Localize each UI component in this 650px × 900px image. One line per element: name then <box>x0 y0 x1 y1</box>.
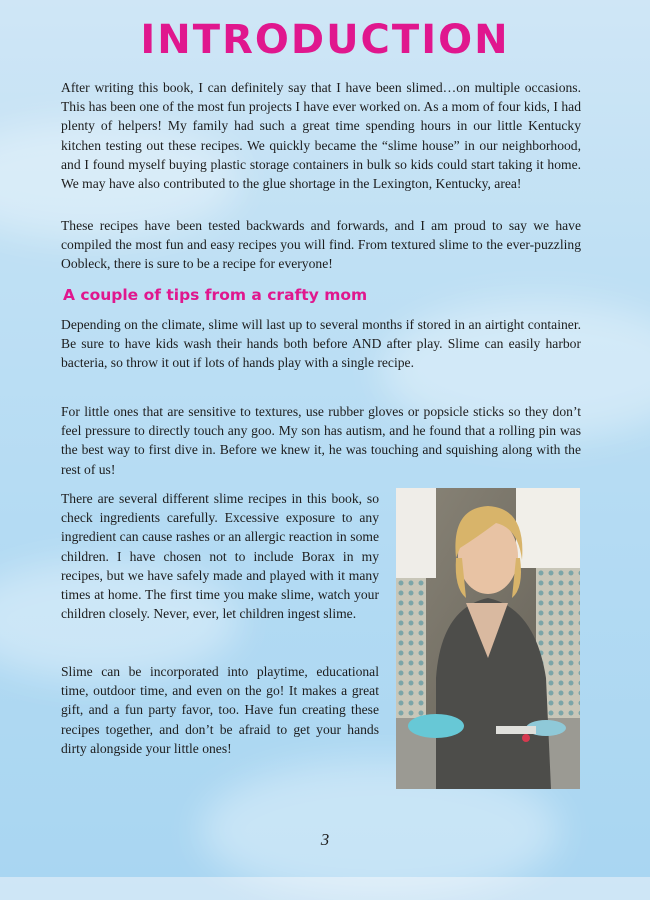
tips-paragraph-1: Depending on the climate, slime will last up to several months if stored in an airtight container. Be sure to have kids wash their hands both before AND after play. Slime can easily harbor bacteria, so throw it out if lots of hands play with a single recipe. <box>61 317 581 371</box>
page-number: 3 <box>320 830 330 849</box>
tips-paragraph-3: There are several different slime recipes in this book, so check ingredients carefully. Excessive exposure to any ingredient can cause rashes or an allergic reaction in some children. I have chosen not to include Borax in my recipes, but we have safely made and played with it many times at home. The first time you make slime, watch your children closely. Never, ever, let children ingest slime. <box>61 491 379 622</box>
author-photo <box>396 488 580 789</box>
intro-paragraph-1: After writing this book, I can definitely say that I have been slimed…on multiple occasions. This has been one of the most fun projects I have ever worked on. As a mom of four kids, I had plenty of helpers! My family had such a great time spending hours in our little Kentucky kitchen testing out these recipes. We quickly became the “slime house” in our neighborhood, and I found myself buying plastic storage containers in bulk so kids could start taking it home. We may have also contributed to the glue shortage in the Lexington, Kentucky, area! <box>61 80 581 192</box>
tips-paragraph-4: Slime can be incorporated into playtime, educational time, outdoor time, and even on the go! It makes a great gift, and a fun party favor, too. Have fun creating these recipes together, and don’t be afraid to get your hands dirty alongside your little ones! <box>61 664 379 756</box>
page-title: INTRODUCTION <box>140 17 510 63</box>
intro-paragraph-2: These recipes have been tested backwards and forwards, and I am proud to say we have compiled the most fun and easy recipes you will find. From textured slime to the ever-puzzling Oobleck, there is sure to be a recipe for everyone! <box>61 218 581 272</box>
section-subheading: A couple of tips from a crafty mom <box>63 286 368 304</box>
tips-paragraph-2: For little ones that are sensitive to textures, use rubber gloves or popsicle sticks so they don’t feel pressure to directly touch any goo. My son has autism, and he found that a rolling pin was the best way to first dive in. Before we knew it, he was touching and squishing along with the rest of us! <box>61 404 581 477</box>
